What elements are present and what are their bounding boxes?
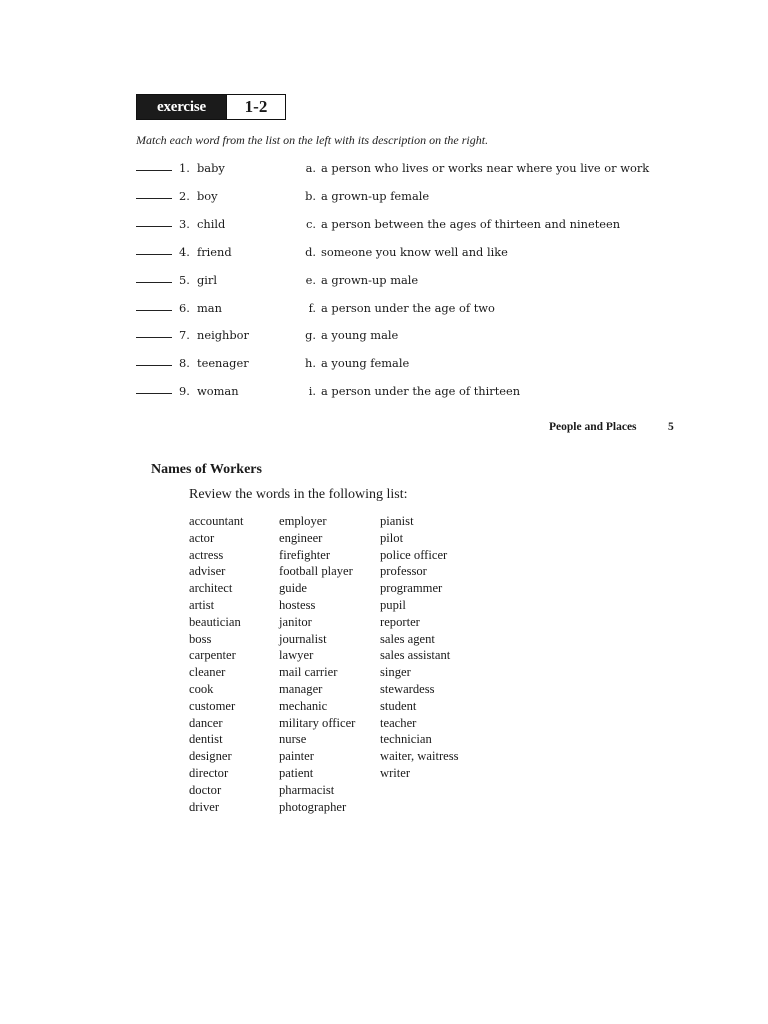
worker-word: engineer	[279, 530, 323, 545]
worker-word: waiter, waitress	[380, 749, 459, 764]
match-row	[136, 327, 656, 347]
item-number: 7.	[179, 328, 190, 343]
description-letter: h.	[305, 356, 316, 371]
worker-word: firefighter	[279, 547, 331, 562]
description-text: a person under the age of two	[321, 300, 495, 315]
match-row	[136, 383, 656, 403]
answer-blank[interactable]	[136, 393, 172, 394]
match-row	[136, 300, 656, 320]
worker-word: lawyer	[279, 648, 314, 663]
worker-word: pupil	[380, 597, 406, 612]
item-number: 4.	[179, 244, 190, 259]
description-text: a young female	[321, 356, 410, 371]
description-text: a grown-up male	[321, 272, 419, 287]
description-text: a young male	[321, 328, 399, 343]
worker-word: janitor	[279, 614, 312, 629]
description-letter: a.	[305, 161, 316, 175]
exercise-header	[136, 94, 286, 120]
exercise-number: 1-2	[226, 95, 285, 119]
item-number: 6.	[179, 300, 190, 315]
answer-blank[interactable]	[136, 198, 172, 199]
worker-word: doctor	[189, 782, 222, 797]
match-row	[136, 188, 656, 208]
worker-word: police officer	[380, 547, 448, 562]
worker-word: sales agent	[380, 631, 435, 646]
section-title: Names of Workers	[151, 462, 262, 477]
worker-word: patient	[279, 765, 314, 780]
item-number: 5.	[179, 272, 190, 287]
worker-word: customer	[189, 698, 236, 713]
worker-word: employer	[279, 514, 327, 528]
worker-word: mail carrier	[279, 665, 338, 680]
worker-word: pilot	[380, 530, 404, 545]
worker-word: director	[189, 765, 229, 780]
worker-word: pianist	[380, 514, 414, 528]
description-text: a person under the age of thirteen	[321, 384, 521, 399]
description-text: a person between the ages of thirteen and nineteen	[321, 216, 621, 231]
item-word: woman	[197, 384, 239, 399]
worker-word: technician	[380, 732, 432, 747]
match-row	[136, 244, 656, 264]
worker-word: teacher	[380, 715, 417, 730]
word-column-1	[189, 513, 244, 815]
worker-word: professor	[380, 564, 427, 579]
worker-word: boss	[189, 631, 212, 646]
worker-word: cook	[189, 681, 214, 696]
description-text: a grown-up female	[321, 188, 430, 203]
description-text: someone you know well and like	[321, 244, 508, 259]
description-letter: c.	[305, 216, 316, 231]
worker-word: student	[380, 698, 417, 713]
item-word: baby	[197, 161, 225, 175]
worker-word: driver	[189, 799, 220, 814]
exercise-label: exercise	[137, 95, 226, 119]
worker-word: designer	[189, 749, 232, 764]
item-number: 3.	[179, 216, 190, 231]
worker-word: carpenter	[189, 648, 236, 663]
description-letter: e.	[305, 272, 316, 287]
worker-word: hostess	[279, 597, 316, 612]
word-column-2	[279, 513, 355, 815]
item-word: child	[197, 216, 226, 231]
worker-word: painter	[279, 749, 314, 764]
description-letter: b.	[305, 188, 316, 203]
worker-word: military officer	[279, 715, 356, 730]
worker-word: beautician	[189, 614, 241, 629]
answer-blank[interactable]	[136, 282, 172, 283]
word-column-3	[380, 513, 459, 782]
worker-word: actor	[189, 530, 215, 545]
description-letter: d.	[305, 244, 316, 259]
answer-blank[interactable]	[136, 226, 172, 227]
worker-word: mechanic	[279, 698, 328, 713]
running-footer-title: People and Places	[549, 421, 637, 433]
match-row	[136, 160, 656, 180]
worker-word: stewardess	[380, 681, 435, 696]
item-number: 9.	[179, 384, 190, 399]
worker-word: photographer	[279, 799, 347, 814]
item-number: 1.	[179, 161, 190, 175]
item-word: girl	[197, 272, 218, 287]
worker-word: artist	[189, 597, 215, 612]
worker-word: dentist	[189, 732, 223, 747]
answer-blank[interactable]	[136, 337, 172, 338]
item-word: friend	[197, 244, 232, 259]
item-word: neighbor	[197, 328, 249, 343]
match-row	[136, 272, 656, 292]
worker-word: actress	[189, 547, 224, 562]
worker-word: guide	[279, 581, 307, 596]
answer-blank[interactable]	[136, 310, 172, 311]
worker-word: adviser	[189, 564, 226, 579]
item-word: teenager	[197, 356, 249, 371]
item-number: 2.	[179, 188, 190, 203]
description-letter: f.	[308, 300, 316, 315]
section-intro: Review the words in the following list:	[189, 487, 408, 502]
exercise-instruction: Match each word from the list on the left with its description on the right.	[136, 133, 489, 147]
worker-word: sales assistant	[380, 648, 451, 663]
worker-word: dancer	[189, 715, 223, 730]
worker-word: reporter	[380, 614, 420, 629]
worker-word: architect	[189, 581, 233, 596]
worker-word: singer	[380, 665, 411, 680]
worker-word: cleaner	[189, 665, 226, 680]
worker-word: writer	[380, 765, 411, 780]
answer-blank[interactable]	[136, 254, 172, 255]
description-letter: g.	[305, 328, 316, 343]
worker-word: programmer	[380, 581, 443, 596]
item-word: boy	[197, 188, 218, 203]
description-letter: i.	[308, 384, 316, 399]
worker-word: nurse	[279, 732, 307, 747]
answer-blank[interactable]	[136, 365, 172, 366]
worker-word: football player	[279, 564, 353, 579]
item-number: 8.	[179, 356, 190, 371]
description-text: a person who lives or works near where you live or work	[321, 161, 650, 175]
worker-word: journalist	[279, 631, 327, 646]
match-row	[136, 216, 656, 236]
page-number: 5	[668, 421, 674, 433]
item-word: man	[197, 300, 222, 315]
worker-word: pharmacist	[279, 782, 335, 797]
worker-word: manager	[279, 681, 323, 696]
worker-word: accountant	[189, 514, 244, 528]
answer-blank[interactable]	[136, 170, 172, 171]
match-row	[136, 355, 656, 375]
